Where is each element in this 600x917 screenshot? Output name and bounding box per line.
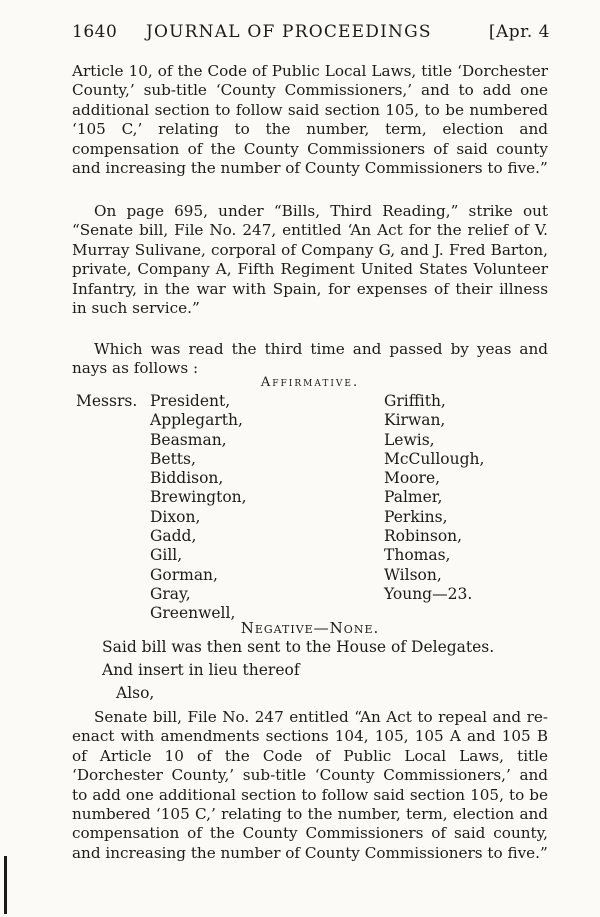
insert-in-lieu-line: And insert in lieu thereof	[102, 661, 300, 679]
paragraph-text: Senate bill, File No. 247 entitled “An Act to repeal and re-enact with amendments sections 104, 105, 105 A and 105 B of Article 10 of the Code of Public Local Laws, title ‘Dorchester County,’ sub-title ‘County Commissioners,’ and to add one additional section to follow said section 105, to be numbered ‘105 C,’ relating to the number, term, election and compensation of the County Commissioners of said county, and increasing the number of County Commissioners to five.”	[72, 708, 548, 862]
vote-name: Wilson,	[384, 565, 442, 584]
paragraph-third-reading	[72, 340, 548, 379]
sent-to-house-line: Said bill was then sent to the House of Delegates.	[102, 638, 495, 656]
vote-name: Dixon,	[150, 507, 201, 526]
vote-name: Thomas,	[384, 546, 451, 565]
vote-name: Lewis,	[384, 430, 435, 449]
paragraph-text: Article 10, of the Code of Public Local Laws, title ‘Dorchester County,’ sub-title ‘County Commissioners,’ and to add one additional section to follow said section 105, to be numbered ‘105 C,’ relating to the number, term, election and compensation of the County Commissioners of said county and increasing the number of County Commissioners to five.”	[72, 62, 548, 178]
vote-name: McCullough,	[384, 449, 485, 468]
vote-name: Biddison,	[150, 469, 224, 488]
vote-name: President,	[150, 392, 231, 410]
vote-name: Beasman,	[150, 430, 227, 449]
paragraph-senate-bill-247	[72, 708, 548, 863]
messrs-label: Messrs.	[76, 392, 138, 410]
page-header	[72, 22, 550, 46]
affirmative-names-left	[150, 392, 247, 624]
vote-name: Gorman,	[150, 565, 218, 584]
vote-name: Brewington,	[150, 488, 247, 507]
also-line: Also,	[116, 684, 155, 702]
paragraph-page-695	[72, 202, 548, 318]
vote-name: Perkins,	[384, 507, 448, 526]
paragraph-article-10	[72, 62, 548, 178]
margin-mark	[4, 856, 7, 914]
vote-name: Palmer,	[384, 488, 443, 507]
affirmative-names-right	[384, 392, 484, 604]
paragraph-text: On page 695, under “Bills, Third Reading,” strike out “Senate bill, File No. 247, entitled ‘An Act for the relief of V. Murray Sulivane, corporal of Company G, and J. Fred Barton, private, Company A, Fifth Regiment United States Volunteer Infantry, in the war with Spain, for expenses of their illness in such service.”	[72, 202, 548, 318]
header-date: [Apr. 4	[488, 22, 550, 42]
paragraph-text: Which was read the third time and passed by yeas and nays as follows :	[72, 340, 548, 378]
vote-name: Robinson,	[384, 527, 463, 546]
vote-name: Gadd,	[150, 527, 197, 546]
vote-name: Applegarth,	[150, 411, 243, 430]
negative-heading: Negative—None.	[240, 619, 380, 637]
vote-name: Greenwell,	[150, 604, 236, 623]
vote-name: Moore,	[384, 469, 441, 488]
vote-name: Gray,	[150, 584, 191, 603]
vote-name: Betts,	[150, 449, 196, 468]
journal-title: JOURNAL OF PROCEEDINGS	[146, 22, 432, 42]
page-number: 1640	[72, 22, 118, 42]
vote-name: Griffith,	[384, 392, 446, 410]
vote-name: Kirwan,	[384, 411, 446, 430]
affirmative-heading: Affirmative.	[260, 375, 360, 390]
vote-name: Young—23.	[384, 584, 473, 603]
vote-name: Gill,	[150, 546, 183, 565]
